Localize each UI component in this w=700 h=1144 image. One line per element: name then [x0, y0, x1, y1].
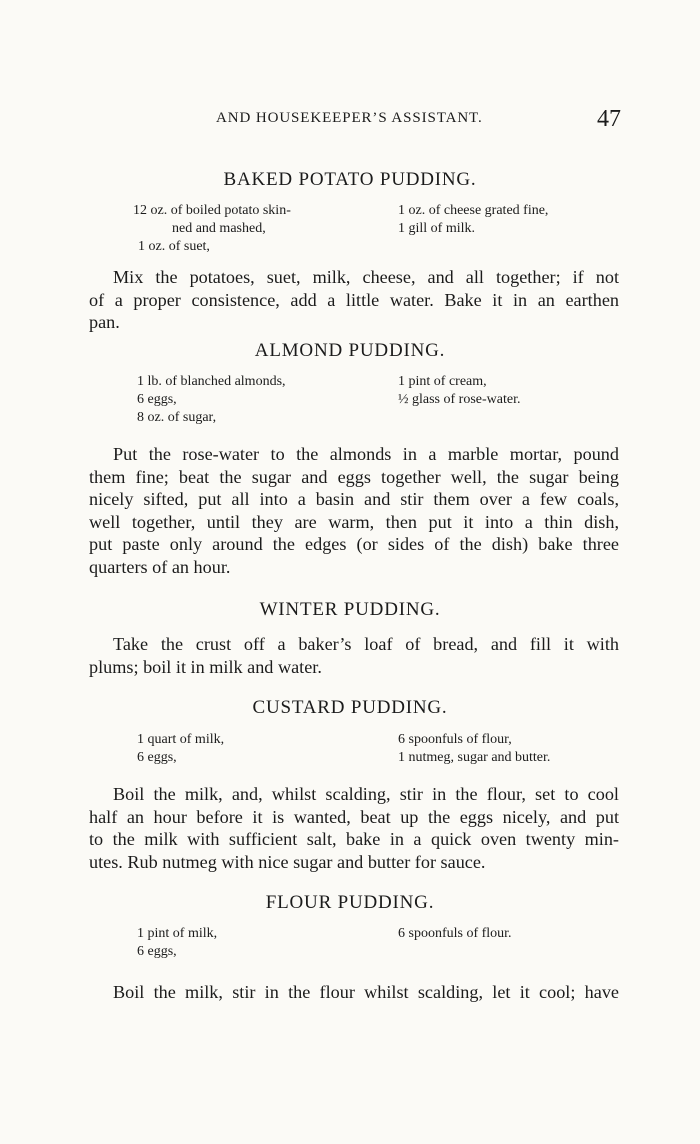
- recipe-title: ALMOND PUDDING.: [254, 340, 446, 361]
- ingredient: 1 oz. of cheese grated fine,: [398, 203, 549, 218]
- text-line: utes. Rub nutmeg with nice sugar and butter for sauce.: [89, 851, 486, 872]
- recipe-text: [89, 443, 619, 578]
- text-line: Take the crust off a baker’s loaf of bread, and fill it with: [113, 634, 619, 654]
- text-line: pan.: [89, 312, 120, 332]
- ingredient: 6 spoonfuls of flour,: [398, 732, 512, 747]
- ingredient: 6 eggs,: [137, 944, 177, 959]
- recipe-title: WINTER PUDDING.: [259, 599, 441, 620]
- ingredient: 1 quart of milk,: [137, 732, 225, 747]
- running-head: [0, 106, 700, 136]
- recipe-text: [89, 783, 619, 873]
- ingredient: 12 oz. of boiled potato skin-: [133, 203, 291, 218]
- text-line: well together, until they are warm, then put it into a thin dish,: [89, 511, 619, 532]
- recipe-title: CUSTARD PUDDING.: [252, 697, 448, 718]
- ingredient: 1 gill of milk.: [398, 221, 475, 236]
- ingredient: 1 oz. of suet,: [138, 239, 210, 254]
- text-line: Boil the milk, stir in the flour whilst scalding, let it cool; have: [113, 982, 619, 1002]
- ingredient: 6 spoonfuls of flour.: [398, 926, 512, 941]
- ingredient: 6 eggs,: [137, 392, 177, 407]
- page-number: 47: [597, 106, 621, 132]
- text-line: plums; boil it in milk and water.: [89, 656, 322, 677]
- ingredient: 8 oz. of sugar,: [137, 410, 217, 425]
- ingredient: 1 lb. of blanched almonds,: [137, 374, 286, 389]
- recipe-text: [89, 981, 619, 1004]
- text-line: Mix the potatoes, suet, milk, cheese, and all together; if not: [113, 267, 619, 287]
- text-line: put paste only around the edges (or sides of the dish) bake three: [89, 534, 619, 554]
- text-line: nicely sifted, put all into a basin and stir them over a few coals,: [89, 489, 619, 509]
- ingredient: ned and mashed,: [172, 221, 266, 236]
- text-line: to the milk with sufficient salt, bake in a quick oven twenty min-: [89, 829, 619, 849]
- recipe-title: FLOUR PUDDING.: [265, 892, 435, 913]
- ingredient: 1 pint of milk,: [137, 926, 218, 941]
- text-line: Put the rose-water to the almonds in a marble mortar, pound: [113, 444, 619, 464]
- recipe-text: [89, 633, 619, 678]
- ingredient: 1 pint of cream,: [398, 374, 487, 389]
- recipe-text: [89, 266, 619, 334]
- text-line: half an hour before it is wanted, beat up the eggs nicely, and put: [89, 806, 619, 827]
- text-line: of a proper consistence, add a little water. Bake it in an earthen: [89, 289, 619, 310]
- ingredient: 1 nutmeg, sugar and butter.: [398, 750, 551, 765]
- running-title: AND HOUSEKEEPER’S ASSISTANT.: [216, 110, 483, 126]
- recipe-title: BAKED POTATO PUDDING.: [223, 169, 477, 190]
- text-line: them fine; beat the sugar and eggs together well, the sugar being: [89, 466, 619, 487]
- text-line: quarters of an hour.: [89, 556, 231, 577]
- text-line: Boil the milk, and, whilst scalding, stir in the flour, set to cool: [113, 784, 619, 804]
- ingredient: ½ glass of rose-water.: [398, 392, 521, 407]
- ingredient: 6 eggs,: [137, 750, 177, 765]
